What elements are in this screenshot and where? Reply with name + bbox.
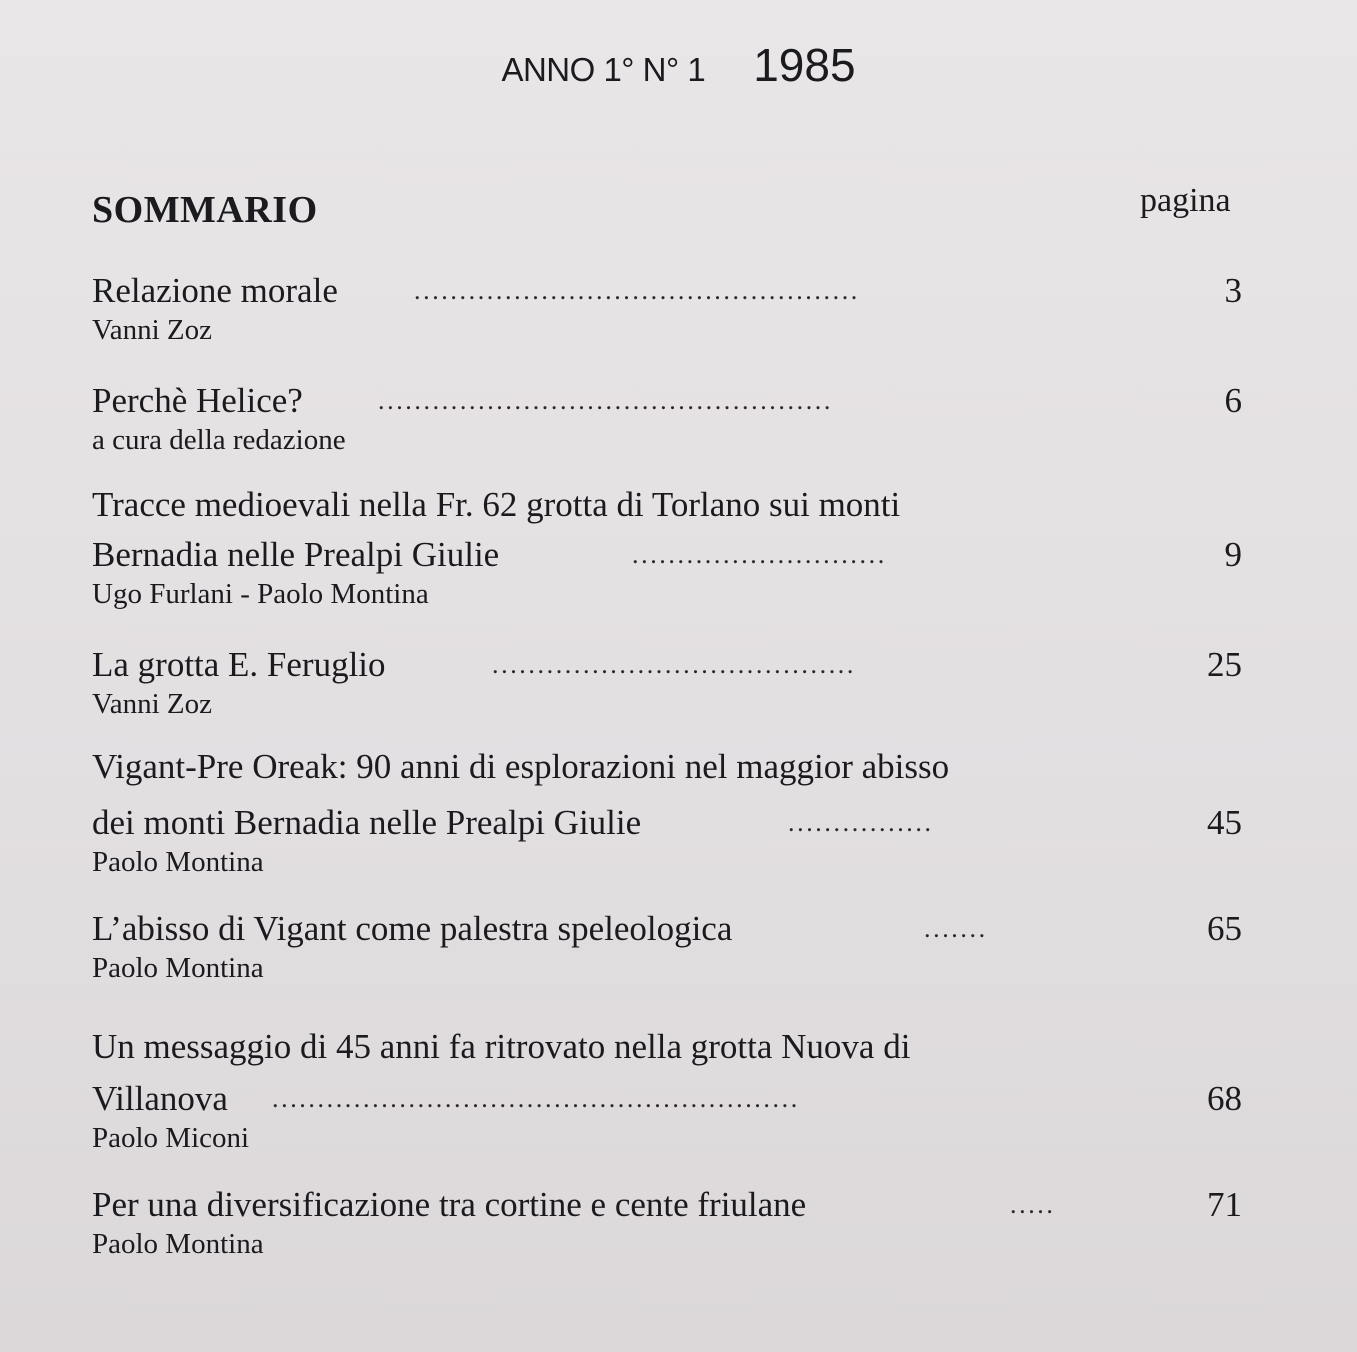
toc-entry-author: Paolo Montina [92, 846, 264, 878]
toc-entry-page: 71 [1207, 1185, 1242, 1224]
toc-entry-author: a cura della redazione [92, 424, 346, 456]
toc-entry-title: Per una diversificazione tra cortine e cente friulane [92, 1185, 807, 1224]
toc-entry-author: Paolo Montina [92, 952, 264, 984]
toc-entry-title: La grotta E. Feruglio [92, 645, 386, 684]
issue-number: ANNO 1° N° 1 [501, 51, 706, 88]
toc-title-line [92, 742, 1252, 792]
toc-title-line [92, 376, 1252, 426]
toc-title-line [92, 1074, 1252, 1124]
toc-entry[interactable] [92, 376, 1252, 458]
toc-entry-title: Bernadia nelle Prealpi Giulie [92, 535, 500, 574]
toc-entry-title: Tracce medioevali nella Fr. 62 grotta di Torlano sui monti [92, 485, 901, 524]
toc-entry-page: 65 [1207, 909, 1242, 948]
toc-title-line [92, 640, 1252, 690]
toc-entry-author: Vanni Zoz [92, 688, 212, 720]
toc-entry[interactable] [92, 1022, 1252, 1156]
toc-entry[interactable] [92, 1180, 1252, 1262]
toc-title-line [92, 530, 1252, 580]
toc-title-line [92, 1022, 1252, 1072]
toc-title-line [92, 904, 1252, 954]
dot-leader: ............................ [632, 540, 887, 569]
toc-title-line [92, 798, 1252, 848]
toc-entry-page: 45 [1207, 803, 1242, 842]
toc-entry[interactable] [92, 904, 1252, 986]
toc-entry-page: 3 [1224, 271, 1242, 310]
toc-entry-title: Un messaggio di 45 anni fa ritrovato nella grotta Nuova di [92, 1027, 911, 1066]
page-column-label: pagina [1140, 182, 1231, 219]
toc-entry-page: 9 [1224, 535, 1242, 574]
toc-title-line [92, 266, 1252, 316]
toc-entry[interactable] [92, 480, 1252, 612]
dot-leader: .................................................. [378, 386, 833, 415]
toc-entry-title: L’abisso di Vigant come palestra speleologica [92, 909, 733, 948]
dot-leader: ................................................. [414, 276, 860, 305]
toc-entry[interactable] [92, 640, 1252, 722]
toc-entry-title: Perchè Helice? [92, 381, 303, 420]
toc-title-line [92, 1180, 1252, 1230]
toc-entry-author: Ugo Furlani - Paolo Montina [92, 578, 429, 610]
toc-entry-title: Villanova [92, 1079, 228, 1118]
toc-entry[interactable] [92, 266, 1252, 348]
toc-entry-page: 25 [1207, 645, 1242, 684]
issue-header [0, 38, 1357, 92]
dot-leader: .......................................................... [272, 1084, 800, 1113]
toc-heading: SOMMARIO [92, 189, 318, 231]
dot-leader: ................ [788, 808, 934, 837]
toc-entry-title: dei monti Bernadia nelle Prealpi Giulie [92, 803, 642, 842]
toc-entry-author: Paolo Montina [92, 1228, 264, 1260]
toc-entry-title: Vigant-Pre Oreak: 90 anni di esplorazioni nel maggior abisso [92, 747, 950, 786]
toc-entry-author: Paolo Miconi [92, 1122, 250, 1154]
toc-entry-page: 6 [1224, 381, 1242, 420]
dot-leader: ..... [1010, 1190, 1056, 1219]
toc-title-line [92, 480, 1252, 530]
toc-entry-page: 68 [1207, 1079, 1242, 1118]
toc-entry-author: Vanni Zoz [92, 314, 212, 346]
toc-entry[interactable] [92, 742, 1252, 880]
toc-entry-title: Relazione morale [92, 271, 338, 310]
dot-leader: ........................................ [492, 650, 856, 679]
dot-leader: ....... [924, 914, 988, 943]
issue-year: 1985 [753, 39, 856, 91]
